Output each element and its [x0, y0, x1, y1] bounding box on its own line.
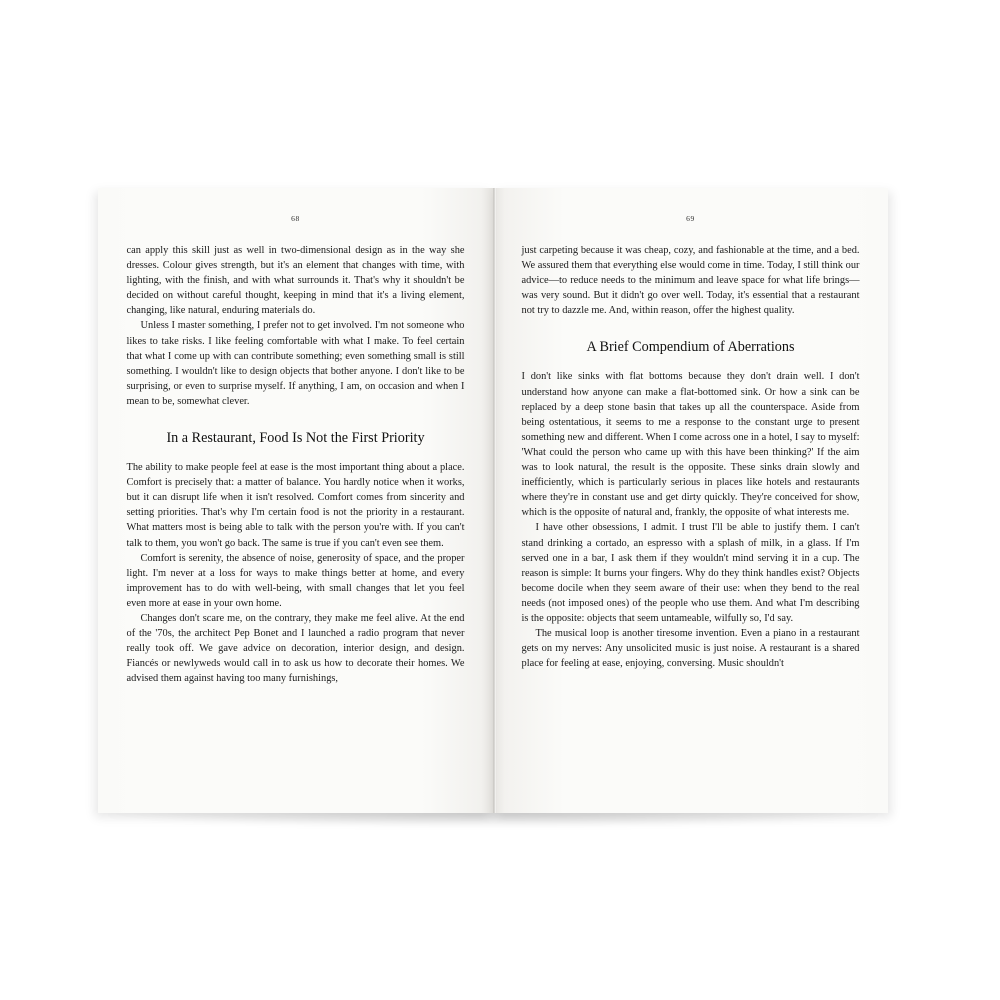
paragraph: Comfort is serenity, the absence of noise, generosity of space, and the proper light. I'm never at a loss for ways to make things better at home, and every improvement has to do with well-being, with small changes that let you feel even more at ease in your own home.: [126, 552, 465, 609]
left-page-section-title: In a Restaurant, Food Is Not the First Priority: [166, 430, 425, 447]
open-book-spread: [98, 188, 888, 813]
right-page-section-title: A Brief Compendium of Aberrations: [586, 339, 795, 356]
left-page-folio: 68: [291, 214, 300, 223]
paragraph: just carpeting because it was cheap, cozy, and fashionable at the time, and a bed. We assured them that everything else would come in time. Today, I still think our advice—to reduce needs to the minimum and leave space for what life brings—was very sound. But it didn't go over well. Today, it's essential that a restaurant not try to dazzle me. And, within reason, offer the highest quality.: [521, 245, 860, 317]
paragraph: can apply this skill just as well in two-dimensional design as in the way she dresses. Colour gives strength, but it's an element that changes with time, with lighting, with the finish, and with what surrounds it. That's why it shouldn't be decided on without careful thought, keeping in mind that it's a living element, changing, like natural, enduring materials do.: [126, 245, 465, 317]
paragraph: I have other obsessions, I admit. I trust I'll be able to justify them. I can't stand drinking a cortado, an espresso with a splash of milk, in a glass. If I'm served one in a bar, I ask them if they wouldn't mind serving it in a cup. The reason is simple: It burns your fingers. Why do they think handles exist? Objects become docile when they seem aware of their use: when they bend to the real needs (not imposed ones) of the people who use them. And what I'm describing is the opposite: objects that seem untameable, wilfully so, I'd say.: [521, 522, 860, 624]
right-page-folio: 69: [686, 214, 695, 223]
paragraph: Unless I master something, I prefer not to get involved. I'm not someone who likes to take risks. I like feeling comfortable with what I make. To feel certain that what I come up with can contribute something; even something small is still something. I wouldn't like to design objects that bother anyone. I don't like to be surprising, or even to surprise myself. If anything, I am, on occasion and when I mean to be, somewhat clever.: [126, 320, 465, 407]
left-page-text-column: [127, 243, 465, 686]
paragraph: I don't like sinks with flat bottoms because they don't drain well. I don't understand how anyone can make a flat-bottomed sink. Or how a sink can be replaced by a deep stone basin that takes up all the counterspace. Aside from being ostentatious, it seems to me a response to the constant urge to present something new and different. When I come across one in a hotel, I say to myself: 'What could the person who came up with this have been thinking?' If the aim was to look natural, the result is the opposite. These sinks drain slowly and inefficiently, which is particularly serious in places like hotels and restaurants where they're in constant use and get dirty quickly. They're conceived for show, which is the opposite of natural and, frankly, the opposite of what interests me.: [521, 371, 860, 519]
right-page-text-column: [522, 243, 860, 671]
left-page: [98, 188, 493, 813]
paragraph: The ability to make people feel at ease is the most important thing about a place. Comfort is precisely that: a matter of balance. You hardly notice when it works, but it can disrupt life when it isn't resolved. Comfort comes from sincerity and setting priorities. That's why I'm certain food is not the priority in a restaurant. What matters most is being able to talk with the person you're with. If you can't talk to them, you won't go back. The same is true if you can't even see them.: [126, 462, 465, 549]
paragraph: The musical loop is another tiresome invention. Even a piano in a restaurant gets on my nerves: Any unsolicited music is just noise. A restaurant is a shared place for feeling at ease, enjoying, conversing. Music shouldn't: [521, 628, 860, 670]
right-page: [493, 188, 888, 813]
paragraph: Changes don't scare me, on the contrary, they make me feel alive. At the end of the '70s, the architect Pep Bonet and I launched a radio program that never really took off. We gave advice on decoration, interior design, and design. Fiancés or newlyweds would call in to ask us how to decorate their homes. We advised them against having too many furnishings,: [126, 612, 465, 685]
